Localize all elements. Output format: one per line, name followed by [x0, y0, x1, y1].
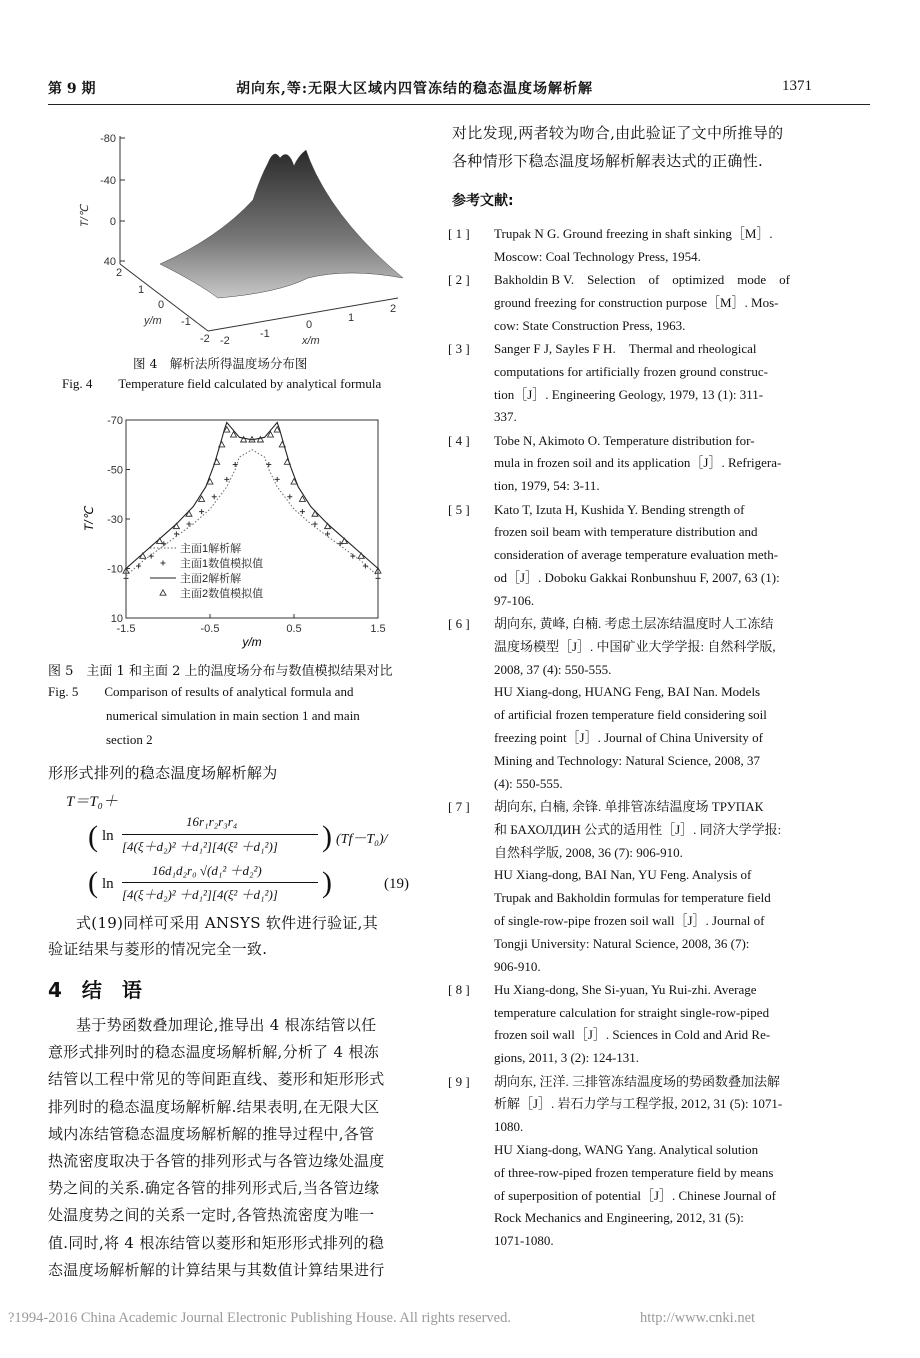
reference-number: [ 8 ] — [448, 981, 470, 997]
fig5-plus-marker — [287, 494, 292, 499]
fig5-series-4 — [123, 427, 381, 573]
fig4-xlabel: x/m — [302, 335, 320, 347]
reference-line: 胡向东, 黄峰, 白楠. 考虑土层冻结温度时人工冻结 — [494, 616, 774, 632]
conclusion-line: 热流密度取决于各管的排列形式与各管边缘处温度 — [48, 1152, 385, 1171]
eq-numerator-2: 16d₁d₂r₀ √(d₁² ＋d₂²) — [152, 863, 262, 878]
journal-issue: 第 9 期 — [48, 81, 96, 97]
fig4-yt: 1 — [138, 284, 145, 296]
reference-line: 1071-1080. — [494, 1233, 554, 1249]
reference-line: Hu Xiang-dong, She Si-yuan, Yu Rui-zhi. Average — [494, 981, 757, 997]
reference-line: Tobe N, Akimoto O. Temperature distribution for- — [494, 432, 755, 448]
reference-number: [ 4 ] — [448, 432, 470, 448]
footer-copyright: ?1994-2016 China Academic Journal Electronic Publishing House. All rights reserved. — [8, 1310, 511, 1326]
reference-line: tion, 1979, 54: 3-11. — [494, 478, 600, 494]
conclusion-paragraph — [48, 1012, 420, 1284]
fig5-plus-marker — [313, 521, 318, 526]
fig5-ytick-label: -10 — [107, 563, 123, 576]
fig4-x-axis — [208, 298, 398, 331]
fig5-xtick-label: -0.5 — [200, 623, 220, 635]
reference-line: Trupak N G. Ground freezing in shaft sinking［M］. — [494, 226, 773, 241]
reference-line: (4): 550-555. — [494, 775, 563, 791]
fig5-plus-marker — [149, 554, 154, 559]
reference-number: [ 7 ] — [448, 799, 470, 814]
fig4-yt: 0 — [158, 299, 165, 311]
header-rule — [48, 104, 870, 105]
reference-line: HU Xiang-dong, HUANG Feng, BAI Nan. Models — [494, 684, 761, 700]
reference-line: consideration of average temperature evaluation meth- — [494, 547, 779, 563]
equation-line-2: ( ln 16d₁d₂r₀ √(d₁² ＋d₂²) [4(ξ＋d₂)² ＋d₁²][4(ξ² ＋d₁²)] ) (19) — [88, 860, 428, 908]
right-top-line-1: 对比发现,两者较为吻合,由此验证了文中所推导的 — [452, 124, 784, 142]
eq-tail-1: (Tf－T₀)/ — [336, 832, 388, 847]
fig5-plus-marker — [187, 521, 192, 526]
fig5-plus-marker — [174, 531, 179, 536]
fig4-xt: 1 — [348, 312, 355, 324]
fig4-zt: -40 — [100, 175, 116, 187]
fig5-plus-marker — [199, 509, 204, 514]
fig4-zlabel: T/℃ — [79, 204, 91, 228]
reference-line: Moscow: Coal Technology Press, 1954. — [494, 248, 701, 264]
running-title: 胡向东,等:无限大区域内四管冻结的稳态温度场解析解 — [236, 81, 594, 97]
fig5-legend-label: 主面2解析解 — [180, 573, 242, 585]
fig5-legend-label: 主面2数值模拟值 — [180, 588, 264, 600]
reference-line: Sanger F J, Sayles F H. Thermal and rheological — [494, 341, 757, 356]
fig5-plus-marker — [363, 564, 368, 569]
reference-line: of single-row-pipe frozen soil wall［J］. Journal of — [494, 913, 765, 928]
reference-line: od［J］. Doboku Gakkai Ronbunshuu F, 2007, 63 (1): — [494, 569, 780, 585]
reference-line: 1080. — [494, 1119, 524, 1135]
fig5-ylabel: T/℃ — [82, 506, 96, 532]
fig4-temperature-surface — [160, 150, 403, 298]
reference-line: 和 БАХОЛДИН 公式的适用性［J］. 同济大学学报: — [494, 821, 782, 837]
conclusion-line: 势之间的关系.确定各管的排列形式后,当各管边缘 — [48, 1179, 380, 1198]
fig4-ylabel: y/m — [144, 315, 162, 327]
fig5-line — [126, 422, 378, 568]
right-top-line-2: 各种情形下稳态温度场解析解表达式的正确性. — [452, 152, 764, 170]
reference-line: gions, 2011, 3 (2): 124-131. — [494, 1050, 640, 1066]
reference-line: 906-910. — [494, 958, 541, 974]
fig4-xt: 2 — [390, 303, 397, 315]
fig5-legend-label: 主面1解析解 — [180, 543, 242, 555]
fig5-plus-marker — [124, 576, 129, 581]
reference-number: [ 6 ] — [448, 616, 470, 632]
reference-line: of superposition of potential［J］. Chinese Journal of — [494, 1187, 776, 1203]
fig5-caption-cn: 图 5 主面 1 和主面 2 上的温度场分布与数值模拟结果对比 — [48, 664, 393, 679]
reference-line: temperature calculation for straight single-row-piped — [494, 1004, 770, 1020]
reference-line: 胡向东, 汪洋. 三排管冻结温度场的势函数叠加法解 — [494, 1073, 781, 1089]
conclusion-line: 值.同时,将 4 根冻结管以菱形和矩形形式排列的稳 — [48, 1233, 385, 1252]
reference-number: [ 2 ] — [448, 272, 470, 288]
fig5-series-1 — [126, 450, 378, 576]
reference-number: [ 1 ] — [448, 226, 470, 241]
eq-numerator-1: 16r₁r₂r₃r₄ — [186, 814, 238, 829]
reference-line: computations for artificially frozen ground construc- — [494, 363, 768, 379]
reference-line: freezing point［J］. Journal of China University of — [494, 730, 763, 746]
fig4-zt: -80 — [100, 133, 116, 145]
fig4-zt: 40 — [103, 256, 116, 268]
references-heading: 参考文献: — [452, 193, 514, 209]
ln-operator: ln — [102, 876, 114, 892]
reference-line: HU Xiang-dong, BAI Nan, YU Feng. Analysis of — [494, 867, 752, 883]
conclusion-line: 处温度势之间的关系一定时,各管热流密度为唯一 — [48, 1206, 375, 1225]
reference-line: HU Xiang-dong, WANG Yang. Analytical solution — [494, 1141, 759, 1157]
footer-url[interactable]: http://www.cnki.net — [640, 1310, 756, 1326]
equation-lhs: T＝T₀＋ — [66, 794, 118, 810]
fig4-zt: 0 — [109, 216, 116, 228]
page-number: 1371 — [782, 78, 812, 94]
fig5-ytick-label: -30 — [107, 514, 123, 526]
conclusion-line: 排列时的稳态温度场解析解.结果表明,在无限大区 — [48, 1097, 380, 1116]
conclusion-line: 意形式排列时的稳态温度场解析解,分析了 4 根冻 — [48, 1043, 380, 1062]
reference-line: 337. — [494, 409, 517, 425]
fig5-plus-marker — [350, 554, 355, 559]
fig4-caption-en: Fig. 4 Temperature field calculated by analytical formula — [62, 376, 382, 391]
fig5-xtick-label: 0.5 — [286, 623, 302, 635]
section-heading: 4 结 语 — [48, 978, 142, 1002]
reference-line: of three-row-piped frozen temperature field by means — [494, 1164, 774, 1180]
reference-line: ground freezing for construction purpose［M］. Mos- — [494, 294, 779, 310]
fig5-series-3 — [126, 422, 378, 568]
fig5-ytick-label: 10 — [110, 613, 123, 625]
reference-line: of artificial frozen temperature field considering soil — [494, 707, 767, 723]
reference-line: 胡向东, 白楠, 余锋. 单排管冻结温度场 ТРУПАК — [494, 799, 764, 814]
equation-number: (19) — [384, 876, 409, 892]
reference-number: [ 9 ] — [448, 1073, 470, 1089]
reference-line: frozen soil wall［J］. Sciences in Cold and Arid Re- — [494, 1027, 771, 1043]
fig4-xt: -2 — [220, 335, 230, 347]
reference-line: 温度场模型［J］. 中国矿业大学学报: 自然科学版, — [494, 638, 776, 654]
fig5-plus-marker — [212, 494, 217, 499]
fig5-ytick-label: -50 — [107, 464, 123, 477]
fig5-line-chart — [48, 404, 428, 652]
reference-line: tion［J］. Engineering Geology, 1979, 13 (1): 311- — [494, 386, 764, 402]
conclusion-line: 态温度场解析解的计算结果与其数值计算结果进行 — [48, 1260, 385, 1279]
reference-line: Rock Mechanics and Engineering, 2012, 31 (5): — [494, 1210, 744, 1226]
reference-line: cow: State Construction Press, 1963. — [494, 317, 686, 333]
ln-operator: ln — [102, 828, 114, 844]
reference-line: Trupak and Bakholdin formulas for temperature field — [494, 890, 771, 906]
reference-line: frozen soil beam with temperature distribution and — [494, 524, 758, 540]
fig4-yt: -2 — [200, 333, 210, 345]
conclusion-line: 结管以工程中常见的等间距直线、菱形和矩形形式 — [48, 1070, 385, 1089]
fig5-caption-en-2: numerical simulation in main section 1 and main — [106, 708, 360, 723]
fig5-legend-item — [160, 586, 263, 600]
fig5-xtick-label: 1.5 — [370, 623, 386, 635]
reference-number: [ 3 ] — [448, 341, 470, 356]
equation-line-1: ( ln 16r₁r₂r₃r₄ [4(ξ＋d₂)² ＋d₁²][4(ξ² ＋d₁²)] ) (Tf－T₀)/ — [88, 814, 388, 854]
reference-line: Tongji University: Natural Science, 2008, 36 (7): — [494, 935, 750, 951]
reference-line: 自然科学版, 2008, 36 (7): 906-910. — [494, 844, 683, 860]
fig5-xtick-label: -1.5 — [116, 623, 136, 635]
reference-line: mula in frozen soil and its application［J］. Refrigera- — [494, 455, 782, 471]
fig5-plus-marker — [136, 564, 141, 569]
fig5-legend-item — [150, 571, 241, 585]
fig5-plus-marker — [300, 509, 305, 514]
reference-line: 2008, 37 (4): 550-555. — [494, 661, 612, 677]
reference-list — [448, 223, 822, 1263]
reference-line: 析解［J］. 岩石力学与工程学报, 2012, 31 (5): 1071- — [494, 1096, 783, 1112]
fig5-plus-marker — [224, 477, 229, 482]
fig5-legend-swatch — [160, 590, 166, 595]
fig5-caption-en-1: Fig. 5 Comparison of results of analytical formula and — [48, 684, 354, 699]
reference-line: Bakholdin B V. Selection of optimized mode of — [494, 272, 790, 288]
fig5-caption-en-3: section 2 — [106, 732, 153, 747]
eq-denominator-2: [4(ξ＋d₂)² ＋d₁²][4(ξ² ＋d₁²)] — [122, 887, 278, 902]
fig4-xt: 0 — [306, 319, 313, 331]
fig4-surface-plot — [48, 118, 428, 350]
fig4-caption-cn: 图 4 解析法所得温度场分布图 — [133, 356, 308, 371]
fig5-xlabel: y/m — [242, 635, 262, 649]
eq-denominator-1: [4(ξ＋d₂)² ＋d₁²][4(ξ² ＋d₁²)] — [122, 839, 278, 854]
fig4-xt: -1 — [260, 328, 270, 340]
fig5-plus-marker — [376, 576, 381, 581]
fig5-line — [126, 450, 378, 576]
fig5-legend-item — [161, 556, 264, 570]
reference-line: Kato T, Izuta H, Kushida Y. Bending strength of — [494, 501, 745, 517]
after-eq-line-2: 验证结果与菱形的情况完全一致. — [48, 940, 268, 958]
formula-intro: 形形式排列的稳态温度场解析解为 — [48, 764, 278, 782]
fig5-ytick-label: -70 — [107, 415, 123, 427]
conclusion-line: 域内冻结管稳态温度场解析解的推导过程中,各管 — [48, 1124, 375, 1143]
fig5-legend-label: 主面1数值模拟值 — [180, 558, 264, 570]
after-eq-line-1: 式(19)同样可采用 ANSYS 软件进行验证,其 — [76, 914, 379, 932]
fig4-yt: -1 — [181, 316, 191, 328]
fig4-yt: 2 — [116, 267, 123, 279]
fig5-legend-swatch — [161, 561, 166, 566]
reference-line: 97-106. — [494, 592, 535, 608]
fig5-plus-marker — [275, 477, 280, 482]
reference-line: Mining and Technology: Natural Science, 2008, 37 — [494, 752, 761, 768]
reference-number: [ 5 ] — [448, 501, 470, 517]
conclusion-line: 基于势函数叠加理论,推导出 4 根冻结管以任 — [76, 1016, 377, 1034]
